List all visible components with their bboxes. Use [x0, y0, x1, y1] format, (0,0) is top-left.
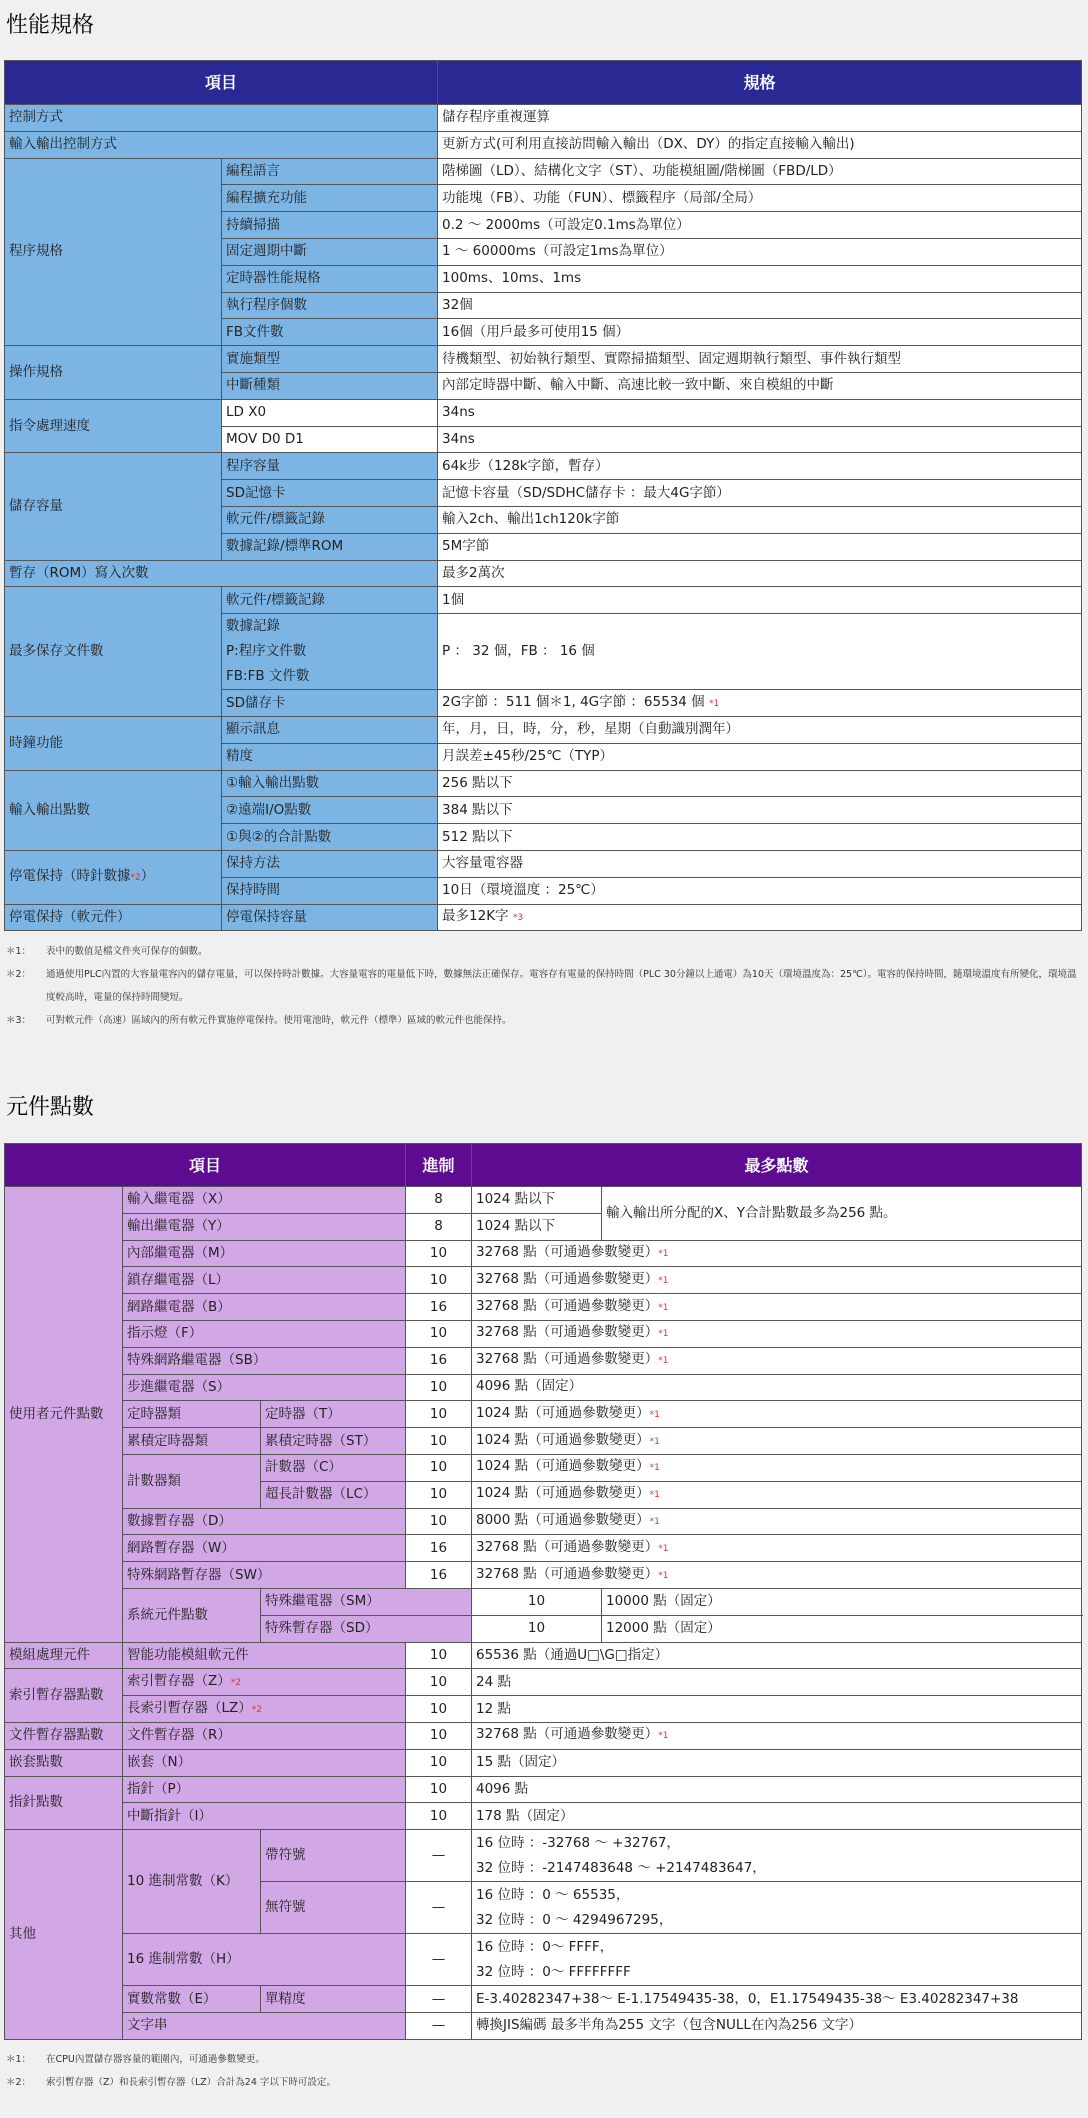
row-value	[472, 1562, 1082, 1589]
sub-label: 特殊網路繼電器（SB）	[123, 1347, 406, 1374]
sub-label: 網路暫存器（W）	[123, 1535, 406, 1562]
base-value: 10	[406, 1481, 472, 1508]
sub-label: 保持方法	[222, 850, 438, 877]
footnote-mark: *1	[708, 698, 720, 709]
row-value: E-3.40282347+38～ E-1.17549435-38，0，E1.17549435-38～ E3.40282347+38	[472, 1986, 1082, 2013]
footnote-mark: *1	[658, 1302, 669, 1313]
sub-label: 數據記錄/標準ROM	[222, 533, 438, 560]
value-line: 16 位時 ：0 ～ 65535，	[476, 1886, 630, 1903]
group-label: 最多保存文件數	[5, 587, 222, 717]
row-value: 384 點以下	[438, 797, 1082, 824]
sub-sub-label: 帶符號	[261, 1830, 406, 1882]
row-value: 256 點以下	[438, 770, 1082, 797]
sub-label: 輸入繼電器（X）	[123, 1187, 406, 1214]
base-value: 16	[406, 1562, 472, 1589]
sub-label: 實數常數（E）	[123, 1986, 261, 2013]
row-value	[472, 1401, 1082, 1428]
sub-label: 停電保持容量	[222, 904, 438, 931]
row-value: 5M字節	[438, 533, 1082, 560]
footnote	[6, 963, 1081, 1009]
base-value: 10	[472, 1615, 602, 1642]
table-row	[5, 1428, 1082, 1455]
sub-label: 步進繼電器（S）	[123, 1374, 406, 1401]
group-label: 程序規格	[5, 158, 222, 346]
sub-label: 保持時間	[222, 877, 438, 904]
table-row	[5, 1187, 1082, 1214]
sub-label: ①輸入輸出點數	[222, 770, 438, 797]
base-value: 10	[406, 1803, 472, 1830]
footnote-text: 通過使用PLC內置的大容量電容內的儲存電量，可以保持時計數據。大容量電容的電量低下時，數據無法正確保存。電容存有電量的保持時間（PLC 30分鐘以上通電）為10天（環境溫度為：25℃）。電容的保持時間，隨環境溫度有所變化，環境溫度較高時，電量的保持時間變短。	[46, 969, 1077, 1003]
footnote-mark: *1	[649, 1490, 660, 1501]
group-label-end: ）	[140, 867, 155, 884]
footnote-key: ＊2：	[6, 2077, 32, 2088]
footnote-text: 可對軟元件（高速）區域內的所有軟元件實施停電保持。使用電池時，軟元件（標準）區域的軟元件也能保持。	[46, 1015, 512, 1026]
sub-label: 顯示訊息	[222, 716, 438, 743]
sub-label: 中斷種類	[222, 372, 438, 399]
base-value: 10	[406, 1669, 472, 1696]
table-row	[5, 1535, 1082, 1562]
group-label	[5, 850, 222, 904]
sub-sub-label: 單精度	[261, 1986, 406, 2013]
sub-label: 實施類型	[222, 346, 438, 373]
footnote-mark: *2	[230, 1677, 241, 1688]
footnote	[6, 940, 1081, 963]
value-text: 最多12K字	[442, 907, 509, 924]
sub-label: 執行程序個數	[222, 292, 438, 319]
value-text: 32768 點（可通過參數變更）	[476, 1324, 659, 1341]
footnote-mark: *1	[658, 1543, 669, 1554]
footnote-mark: *1	[649, 1516, 660, 1527]
table-row	[5, 1830, 1082, 1882]
sub-label-text: 長索引暫存器（LZ）	[127, 1699, 252, 1716]
table-row	[5, 560, 1082, 587]
base-value: 10	[406, 1508, 472, 1535]
sub-label: 編程語言	[222, 158, 438, 185]
sub-label: 指示燈（F）	[123, 1320, 406, 1347]
footnote-mark: *1	[658, 1275, 669, 1286]
sub-label: 16 進制常數（H）	[123, 1934, 406, 1986]
value-text: 2G字節 ：511 個＊1, 4G字節 ：65534 個	[442, 693, 705, 710]
table-row	[5, 1401, 1082, 1428]
row-value: 功能塊（FB）、功能（FUN）、標籤程序（局部/全局）	[438, 185, 1082, 212]
value-text: 32768 點（可通過參數變更）	[476, 1297, 659, 1314]
sub-label: 持續掃描	[222, 212, 438, 239]
row-value: 月誤差±45秒/25℃（TYP）	[438, 743, 1082, 770]
base-value: 10	[406, 1267, 472, 1294]
base-value: —	[406, 1830, 472, 1882]
sub-label: 特殊暫存器（SD）	[261, 1615, 472, 1642]
footnote-mark: *1	[658, 1248, 669, 1259]
group-label: 模組處理元件	[5, 1642, 123, 1669]
row-value	[472, 1347, 1082, 1374]
sub-label-line: FB:FB 文件數	[226, 668, 310, 685]
sub-label: SD記憶卡	[222, 480, 438, 507]
value-text: 32768 點（可通過參數變更）	[476, 1726, 659, 1743]
row-label: 輸入輸出控制方式	[5, 131, 438, 158]
sub-label: 定時器性能規格	[222, 265, 438, 292]
footnote-key: ＊1：	[6, 946, 32, 957]
base-value: —	[406, 1882, 472, 1934]
row-value	[438, 904, 1082, 931]
group-label: 系統元件點數	[123, 1588, 261, 1642]
row-value	[472, 1722, 1082, 1749]
base-value: —	[406, 1986, 472, 2013]
sub-label: 10 進制常數（K）	[123, 1830, 261, 1934]
table-row	[5, 105, 1082, 132]
sub-label: 智能功能模組軟元件	[123, 1642, 406, 1669]
row-value	[472, 1882, 1082, 1934]
value-line: 16 位時 ：0～ FFFF，	[476, 1938, 614, 1955]
row-value: 12000 點（固定）	[602, 1615, 1082, 1642]
row-value: 大容量電容器	[438, 850, 1082, 877]
row-value: 512 點以下	[438, 824, 1082, 851]
row-value: 最多2萬次	[438, 560, 1082, 587]
row-value: 待機類型、初始執行類型、實際掃描類型、固定週期執行類型、事件執行類型	[438, 346, 1082, 373]
row-value: 記憶卡容量（SD/SDHC儲存卡 ：最大4G字節）	[438, 480, 1082, 507]
table-row	[5, 1722, 1082, 1749]
footnote-mark: *1	[649, 1436, 660, 1447]
row-value: 更新方式(可利用直接訪問輸入輸出（DX、DY）的指定直接輸入輸出)	[438, 131, 1082, 158]
sub-label: 定時器類	[123, 1401, 261, 1428]
row-value: 32個	[438, 292, 1082, 319]
table-row	[5, 1454, 1082, 1481]
sub-label: 文件暫存器（R）	[123, 1722, 406, 1749]
footnote-mark: *1	[658, 1570, 669, 1581]
row-value: 16個（用戶最多可使用15 個）	[438, 319, 1082, 346]
section-title-elements: 元件點數	[6, 1095, 95, 1120]
sub-label: 鎖存繼電器（L）	[123, 1267, 406, 1294]
table-header-row	[5, 61, 1082, 105]
table-row	[5, 1803, 1082, 1830]
base-value: 10	[406, 1749, 472, 1776]
base-value: 10	[406, 1642, 472, 1669]
value-line: 32 位時 ：0 ～ 4294967295，	[476, 1911, 673, 1928]
sub-label	[123, 1669, 406, 1696]
table-row	[5, 1669, 1082, 1696]
base-value: 10	[406, 1776, 472, 1803]
row-value: 10日（環境溫度 ：25℃）	[438, 877, 1082, 904]
row-value	[472, 1508, 1082, 1535]
header-max: 最多點數	[472, 1144, 1082, 1187]
sub-label: 網路繼電器（B）	[123, 1294, 406, 1321]
sub-label-line: 數據記錄	[226, 618, 280, 635]
table-row	[5, 2012, 1082, 2039]
table-row	[5, 1696, 1082, 1723]
footnote	[6, 2048, 1081, 2071]
value-text: 32768 點（可通過參數變更）	[476, 1270, 659, 1287]
footnote-key: ＊2：	[6, 969, 32, 980]
table-row	[5, 1374, 1082, 1401]
sub-label: 文字串	[123, 2012, 406, 2039]
sub-label: 輸出繼電器（Y）	[123, 1213, 406, 1240]
table-row	[5, 1934, 1082, 1986]
row-value: 1024 點以下	[472, 1213, 602, 1240]
table-row	[5, 587, 1082, 614]
value-line: 32 位時 ：0～ FFFFFFFF	[476, 1963, 631, 1980]
base-value: —	[406, 2012, 472, 2039]
base-value: 16	[406, 1535, 472, 1562]
value-text: 1024 點（可通過參數變更）	[476, 1458, 650, 1475]
header-item: 項目	[5, 61, 438, 105]
row-label: 停電保持（軟元件）	[5, 904, 222, 931]
row-value: 0.2 ～ 2000ms（可設定0.1ms為單位）	[438, 212, 1082, 239]
row-value: 4096 點	[472, 1776, 1082, 1803]
header-item: 項目	[5, 1144, 406, 1187]
value-text: 4096 點（固定）	[476, 1377, 583, 1394]
base-value: 10	[406, 1240, 472, 1267]
row-value: P ： 32 個，FB ： 16 個	[438, 614, 1082, 690]
table-row	[5, 1267, 1082, 1294]
row-value: 34ns	[438, 426, 1082, 453]
table-row	[5, 1294, 1082, 1321]
group-label: 時鐘功能	[5, 716, 222, 770]
group-label: 指針點數	[5, 1776, 123, 1830]
footnote-key: ＊1：	[6, 2054, 32, 2065]
sub-label: LD X0	[222, 399, 438, 426]
row-value	[472, 1934, 1082, 1986]
row-value: 178 點（固定）	[472, 1803, 1082, 1830]
sub-label: 指針（P）	[123, 1776, 406, 1803]
row-value: 100ms、10ms、1ms	[438, 265, 1082, 292]
sub-label: MOV D0 D1	[222, 426, 438, 453]
sub-label: 中斷指針（I）	[123, 1803, 406, 1830]
base-value: 10	[406, 1401, 472, 1428]
group-label: 使用者元件點數	[5, 1187, 123, 1643]
sub-label	[123, 1696, 406, 1723]
performance-notes	[6, 940, 1081, 1032]
group-label: 其他	[5, 1830, 123, 2040]
base-value: 10	[406, 1454, 472, 1481]
row-value	[472, 1535, 1082, 1562]
value-text: 32768 點（可通過參數變更）	[476, 1243, 659, 1260]
base-value: 10	[472, 1588, 602, 1615]
value-text: 1024 點（可通過參數變更）	[476, 1431, 650, 1448]
base-value: —	[406, 1934, 472, 1986]
table-row	[5, 1347, 1082, 1374]
footnote-mark: *1	[658, 1329, 669, 1340]
row-value: 內部定時器中斷、輸入中斷、高速比較一致中斷、來自模組的中斷	[438, 372, 1082, 399]
row-value: 64k步（128k字節，暫存）	[438, 453, 1082, 480]
row-value	[472, 1320, 1082, 1347]
row-label: 控制方式	[5, 105, 438, 132]
base-value: 10	[406, 1320, 472, 1347]
sub-sub-label: 定時器（T）	[261, 1401, 406, 1428]
group-label: 儲存容量	[5, 453, 222, 560]
footnote-text: 表中的數值是檔文件夾可保存的個數。	[46, 946, 208, 957]
value-text: 32768 點（可通過參數變更）	[476, 1538, 659, 1555]
value-line: 16 位時 ：-32768 ～ +32767，	[476, 1834, 680, 1851]
row-value: 12 點	[472, 1696, 1082, 1723]
sub-label	[222, 614, 438, 690]
row-value	[438, 690, 1082, 717]
row-value: 階梯圖（LD）、結構化文字（ST）、功能模組圖/階梯圖（FBD/LD）	[438, 158, 1082, 185]
group-label: 輸入輸出點數	[5, 770, 222, 850]
row-value: 65536 點（通過U□\G□指定）	[472, 1642, 1082, 1669]
sub-label: 數據暫存器（D）	[123, 1508, 406, 1535]
base-value: 8	[406, 1187, 472, 1214]
table-row	[5, 1508, 1082, 1535]
value-text: 1024 點（可通過參數變更）	[476, 1485, 650, 1502]
row-value	[472, 1240, 1082, 1267]
row-value	[472, 1454, 1082, 1481]
sub-label: ②遠端I/O點數	[222, 797, 438, 824]
sub-label: 嵌套（N）	[123, 1749, 406, 1776]
value-text: 1024 點（可通過參數變更）	[476, 1404, 650, 1421]
base-value: 10	[406, 1374, 472, 1401]
sub-label: 特殊網路暫存器（SW）	[123, 1562, 406, 1589]
sub-label: 編程擴充功能	[222, 185, 438, 212]
row-value: 15 點（固定）	[472, 1749, 1082, 1776]
table-row	[5, 1588, 1082, 1615]
group-label: 操作規格	[5, 346, 222, 400]
row-value	[472, 1294, 1082, 1321]
row-label: 暫存（ROM）寫入次數	[5, 560, 438, 587]
row-value: 10000 點（固定）	[602, 1588, 1082, 1615]
elements-table	[4, 1143, 1082, 2040]
table-row	[5, 1240, 1082, 1267]
elements-notes	[6, 2048, 1081, 2094]
sub-label: ①與②的合計點數	[222, 824, 438, 851]
footnote-mark: *1	[649, 1463, 660, 1474]
footnote-key: ＊3：	[6, 1015, 32, 1026]
row-value: 輸入2ch、輸出1ch120k字節	[438, 506, 1082, 533]
performance-table	[4, 60, 1082, 931]
table-row	[5, 770, 1082, 797]
section-title-performance: 性能規格	[6, 13, 95, 38]
row-value: 轉換JIS編碼 最多半角為255 文字（包含NULL在內為256 文字）	[472, 2012, 1082, 2039]
table-row	[5, 716, 1082, 743]
row-value: 1024 點以下	[472, 1187, 602, 1214]
xy-note: 輸入輸出所分配的X、Y合計點數最多為256 點。	[602, 1187, 1082, 1241]
footnote-mark: *2	[251, 1704, 263, 1715]
footnote-mark: *1	[658, 1731, 669, 1742]
footnote	[6, 1009, 1081, 1032]
sub-label: SD儲存卡	[222, 690, 438, 717]
sub-label: 軟元件/標籤記錄	[222, 587, 438, 614]
table-row	[5, 158, 1082, 185]
row-value: 1個	[438, 587, 1082, 614]
base-value: 10	[406, 1696, 472, 1723]
sub-label: 程序容量	[222, 453, 438, 480]
sub-label: 精度	[222, 743, 438, 770]
base-value: 10	[406, 1428, 472, 1455]
table-row	[5, 1749, 1082, 1776]
footnote-mark: *1	[649, 1409, 660, 1420]
sub-label: 計數器類	[123, 1454, 261, 1508]
sub-label: 特殊繼電器（SM）	[261, 1588, 472, 1615]
sub-label: 固定週期中斷	[222, 238, 438, 265]
sub-label: 軟元件/標籤記錄	[222, 506, 438, 533]
row-value	[472, 1481, 1082, 1508]
sub-label-line: P:程序文件數	[226, 643, 307, 660]
sub-label: 累積定時器類	[123, 1428, 261, 1455]
footnote-mark: *2	[130, 872, 141, 883]
sub-sub-label: 累積定時器（ST）	[261, 1428, 406, 1455]
group-label: 文件暫存器點數	[5, 1722, 123, 1749]
footnote-mark: *3	[512, 912, 524, 923]
table-row	[5, 904, 1082, 931]
row-value: 年，月，日，時，分，秒，星期（自動識別潤年）	[438, 716, 1082, 743]
sub-sub-label: 計數器（C）	[261, 1454, 406, 1481]
value-text: 32768 點（可通過參數變更）	[476, 1565, 659, 1582]
row-value	[472, 1267, 1082, 1294]
table-row	[5, 1986, 1082, 2013]
base-value: 16	[406, 1294, 472, 1321]
header-spec: 規格	[438, 61, 1082, 105]
table-row	[5, 453, 1082, 480]
group-label: 嵌套點數	[5, 1749, 123, 1776]
sub-label: 內部繼電器（M）	[123, 1240, 406, 1267]
sub-label: FB文件數	[222, 319, 438, 346]
footnote-text: 索引暫存器（Z）和長索引暫存器（LZ）合計為24 字以下時可設定。	[46, 2077, 336, 2088]
value-text: 32768 點（可通過參數變更）	[476, 1351, 659, 1368]
footnote	[6, 2071, 1081, 2094]
table-row	[5, 1320, 1082, 1347]
value-line: 32 位時 ：-2147483648 ～ +2147483647，	[476, 1859, 766, 1876]
row-value: 儲存程序重複運算	[438, 105, 1082, 132]
table-row	[5, 1776, 1082, 1803]
base-value: 10	[406, 1722, 472, 1749]
row-value: 34ns	[438, 399, 1082, 426]
table-row	[5, 346, 1082, 373]
row-value: 1 ～ 60000ms（可設定1ms為單位）	[438, 238, 1082, 265]
table-row	[5, 399, 1082, 426]
row-value	[472, 1830, 1082, 1882]
footnote-mark: *1	[658, 1356, 669, 1367]
group-label: 指令處理速度	[5, 399, 222, 453]
group-label-text: 停電保持（時針數據	[9, 867, 131, 884]
table-row	[5, 131, 1082, 158]
sub-sub-label: 超長計數器（LC）	[261, 1481, 406, 1508]
row-value	[472, 1374, 1082, 1401]
base-value: 8	[406, 1213, 472, 1240]
value-text: 8000 點（可通過參數變更）	[476, 1511, 650, 1528]
sub-sub-label: 無符號	[261, 1882, 406, 1934]
header-base: 進制	[406, 1144, 472, 1187]
row-value	[472, 1428, 1082, 1455]
base-value: 16	[406, 1347, 472, 1374]
table-row	[5, 850, 1082, 877]
row-value: 24 點	[472, 1669, 1082, 1696]
table-row	[5, 1562, 1082, 1589]
footnote-text: 在CPU內置儲存器容量的範圍內，可通過參數變更。	[46, 2054, 265, 2065]
table-header-row	[5, 1144, 1082, 1187]
table-row	[5, 1642, 1082, 1669]
sub-label-text: 索引暫存器（Z）	[127, 1672, 231, 1689]
group-label: 索引暫存器點數	[5, 1669, 123, 1723]
